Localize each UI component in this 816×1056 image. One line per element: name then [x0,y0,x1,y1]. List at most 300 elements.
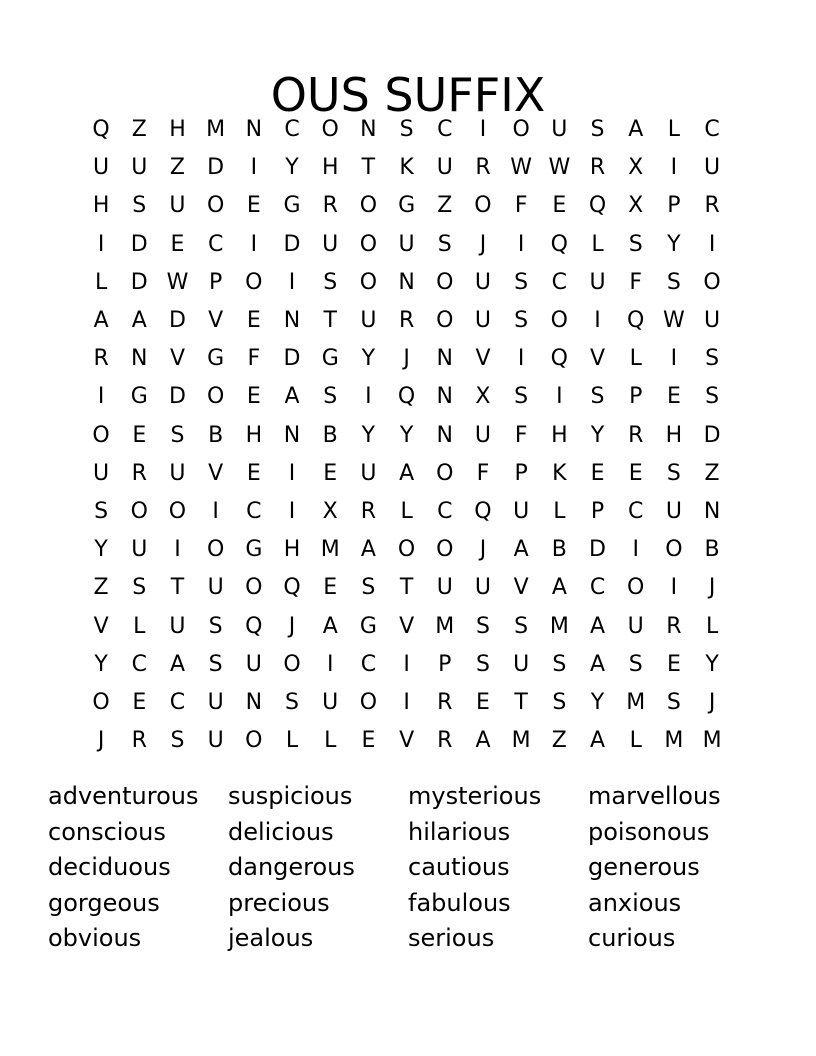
grid-letter: B [551,537,567,563]
grid-letter: R [93,346,109,372]
grid-letter: M [435,613,455,639]
grid-letter: S [323,384,338,410]
grid-letter: C [628,498,644,524]
grid-letter: E [246,308,261,334]
grid-letter: J [479,231,487,257]
grid-letter: U [93,155,110,181]
grid-letter: T [170,575,185,601]
grid-letter: A [131,308,147,334]
grid-letter: W [548,155,571,181]
grid-letter: V [475,346,491,372]
page-title: OUS SUFFIX [270,67,546,122]
grid-letter: V [513,575,529,601]
grid-letter: C [284,117,300,143]
grid-letter: O [283,651,301,677]
grid-letter: O [206,384,225,410]
grid-letter: X [322,498,338,524]
grid-letter: N [131,346,148,372]
grid-letter: F [629,269,643,295]
grid-letter: Y [285,155,299,181]
grid-letter: E [666,651,681,677]
word-item: cautious [408,853,510,881]
grid-letter: D [703,422,721,448]
grid-letter: M [664,728,684,754]
grid-letter: U [551,117,568,143]
grid-letter: N [283,308,301,334]
grid-letter: E [323,460,338,486]
grid-letter: A [284,384,300,410]
grid-letter: U [513,651,530,677]
grid-letter: R [322,193,338,219]
grid-letter: M [320,537,340,563]
grid-letter: I [632,537,639,563]
grid-letter: U [704,155,721,181]
grid-letter: S [437,231,452,257]
grid-letter: I [670,575,678,601]
grid-letter: N [436,346,454,372]
grid-letter: S [628,231,643,257]
grid-letter: Y [94,537,108,563]
grid-letter: J [708,689,716,715]
grid-letter: V [399,613,415,639]
grid-letter: S [514,384,529,410]
word-item: deciduous [48,853,171,881]
grid-letter: A [590,651,606,677]
grid-row [82,607,732,645]
grid-letter: Q [588,193,607,219]
grid-letter: D [283,231,301,257]
grid-letter: F [514,422,528,448]
grid-letter: U [322,689,339,715]
grid-letter: A [322,613,338,639]
grid-letter: C [207,231,224,257]
grid-row [82,569,732,607]
grid-letter: C [704,117,720,143]
grid-letter: I [288,498,296,524]
grid-letter: C [551,269,568,295]
word-item: curious [588,924,676,952]
grid-letter: N [245,689,263,715]
grid-letter: I [594,308,601,334]
grid-letter: H [92,193,110,219]
grid-letter: C [437,117,453,143]
grid-letter: A [590,728,606,754]
grid-letter: N [436,384,454,410]
grid-letter: U [207,689,224,715]
grid-letter: G [359,613,377,639]
word-item: dangerous [228,853,355,881]
grid-letter: L [629,728,642,754]
grid-letter: Z [93,575,109,601]
grid-letter: C [589,575,606,601]
grid-letter: P [590,498,605,524]
grid-letter: O [168,498,187,524]
grid-letter: U [131,537,148,563]
grid-letter: L [629,346,642,372]
grid-letter: L [553,498,566,524]
grid-letter: D [130,231,148,257]
grid-letter: E [323,575,338,601]
grid-letter: E [552,193,567,219]
grid-letter: I [250,231,258,257]
grid-letter: C [246,498,262,524]
grid-letter: N [360,117,377,143]
grid-letter: I [174,537,181,563]
word-column [588,779,768,957]
grid-letter: G [398,193,416,219]
grid-letter: A [399,460,415,486]
grid-letter: S [590,117,605,143]
grid-letter: H [283,537,301,563]
grid-letter: U [169,460,186,486]
grid-letter: S [170,728,185,754]
grid-letter: L [133,613,146,639]
word-item: delicious [228,817,334,846]
grid-letter: E [666,384,681,410]
grid-letter: P [629,384,643,410]
grid-letter: E [246,193,261,219]
grid-letter: I [517,231,525,257]
grid-letter: Z [704,460,720,486]
grid-letter: I [556,384,563,410]
word-item: generous [588,853,700,881]
grid-letter: Z [131,117,147,143]
grid-letter: S [132,575,147,601]
grid-letter: L [324,728,337,754]
grid-letter: S [361,575,376,601]
grid-letter: J [403,346,410,372]
grid-row [82,187,732,225]
grid-letter: E [246,384,261,410]
grid-letter: H [321,155,339,181]
grid-letter: M [702,728,722,754]
grid-letter: Y [94,651,108,677]
word-item: obvious [48,924,142,952]
grid-letter: L [667,117,681,143]
grid-letter: S [94,498,109,524]
grid-letter: S [514,269,529,295]
grid-letter: U [436,575,453,601]
grid-letter: A [360,537,376,563]
grid-letter: R [131,728,147,754]
grid-letter: H [169,117,186,143]
grid-letter: U [322,231,339,257]
word-column [408,779,588,957]
grid-letter: X [628,155,644,181]
word-item: poisonous [588,817,710,846]
grid-letter: I [97,384,105,410]
grid-letter: O [245,728,263,754]
word-item: mysterious [408,782,542,810]
grid-letter: K [399,155,414,181]
grid-letter: Z [169,155,185,181]
grid-letter: L [285,728,299,754]
grid-letter: O [359,269,378,295]
grid-letter: R [437,728,453,754]
grid-letter: V [399,728,415,754]
grid-letter: O [436,460,454,486]
grid-letter: S [552,651,567,677]
word-item: jealous [228,924,314,952]
grid-letter: R [398,308,415,334]
grid-letter: J [97,728,105,754]
grid-letter: R [131,460,147,486]
grid-letter: H [551,422,568,448]
grid-letter: A [169,651,185,677]
grid-letter: S [514,613,529,639]
grid-letter: U [704,308,721,334]
grid-letter: U [93,460,110,486]
grid-letter: U [665,498,682,524]
grid-letter: S [132,193,147,219]
grid-letter: U [207,575,224,601]
grid-letter: S [475,613,490,639]
grid-row [82,684,732,722]
grid-letter: U [360,308,377,334]
grid-letter: V [590,346,606,372]
grid-letter: T [361,155,376,181]
word-list [48,779,768,957]
grid-letter: O [436,308,454,334]
grid-letter: U [474,575,492,601]
grid-letter: E [170,231,185,257]
grid-letter: S [475,651,490,677]
grid-letter: N [245,117,263,143]
grid-letter: J [479,537,487,563]
grid-letter: E [132,689,147,715]
grid-letter: O [550,308,568,334]
grid-letter: V [208,308,224,334]
grid-letter: Q [474,498,492,524]
grid-letter: P [514,460,528,486]
grid-letter: Q [397,384,416,410]
grid-letter: D [589,537,606,563]
word-item: adventurous [48,782,199,810]
grid-letter: U [131,155,148,181]
grid-letter: D [168,384,186,410]
grid-letter: I [670,155,678,181]
grid-letter: J [288,613,296,639]
grid-letter: S [514,308,529,334]
grid-letter: F [247,346,261,372]
grid-letter: N [283,422,301,448]
grid-letter: Y [590,422,605,448]
grid-letter: S [323,269,338,295]
grid-letter: U [398,231,415,257]
grid-letter: W [166,269,189,295]
grid-letter: C [360,651,377,677]
grid-letter: S [590,384,605,410]
grid-letter: U [360,460,377,486]
word-item: gorgeous [48,888,160,917]
grid-letter: X [475,384,491,410]
grid-letter: S [666,269,681,295]
grid-letter: U [169,193,186,219]
word-item: fabulous [408,888,511,917]
grid-row [82,722,732,760]
grid-letter: U [474,269,492,295]
grid-letter: I [212,498,219,524]
grid-letter: Z [551,728,567,754]
grid-letter: S [705,346,720,372]
grid-letter: W [663,308,685,334]
grid-letter: O [245,269,263,295]
word-item: serious [408,924,495,952]
grid-row [82,417,732,455]
grid-letter: I [250,155,258,181]
grid-letter: O [359,193,378,219]
grid-letter: U [513,498,530,524]
grid-letter: R [437,689,453,715]
grid-row [82,646,732,684]
grid-letter: I [403,651,410,677]
grid-letter: S [705,384,720,410]
grid-letter: U [627,613,644,639]
word-item: precious [228,888,330,917]
grid-letter: A [513,537,529,563]
grid-letter: M [626,689,646,715]
grid-row [82,111,732,149]
word-item: marvellous [588,782,721,810]
grid-row [82,149,732,187]
grid-letter: I [288,269,296,295]
grid-letter: K [552,460,567,486]
grid-letter: U [474,308,492,334]
grid-letter: I [517,346,525,372]
grid-letter: U [169,613,186,639]
word-item: anxious [588,888,682,917]
grid-letter: R [666,613,682,639]
grid-letter: Y [361,346,376,372]
grid-row [82,378,732,416]
grid-letter: S [170,422,185,448]
grid-letter: R [360,498,377,524]
grid-letter: L [591,231,604,257]
grid-letter: O [130,498,148,524]
grid-letter: L [94,269,108,295]
grid-letter: O [321,117,339,143]
grid-letter: G [321,346,339,372]
grid-letter: E [246,460,261,486]
grid-letter: R [704,193,720,219]
grid-letter: E [476,689,490,715]
grid-letter: O [397,537,416,563]
grid-letter: I [670,346,678,372]
grid-letter: O [245,575,263,601]
grid-letter: F [476,460,490,486]
grid-letter: M [206,117,226,143]
grid-letter: B [322,422,338,448]
grid-letter: H [665,422,683,448]
grid-letter: O [436,269,454,295]
grid-letter: E [628,460,643,486]
grid-letter: I [288,460,296,486]
grid-row [82,302,732,340]
grid-row [82,340,732,378]
grid-letter: G [207,346,225,372]
grid-letter: U [436,155,453,181]
grid-letter: M [549,613,569,639]
grid-letter: R [589,155,606,181]
grid-letter: U [589,269,606,295]
grid-letter: C [437,498,453,524]
word-column [48,779,228,957]
grid-letter: N [436,422,454,448]
grid-letter: Q [627,308,645,334]
grid-letter: O [474,193,492,219]
grid-letter: B [208,422,224,448]
grid-letter: Y [667,231,681,257]
grid-letter: A [475,728,491,754]
grid-letter: O [206,537,225,563]
grid-letter: Q [283,575,301,601]
grid-letter: Q [245,613,263,639]
grid-row [82,531,732,569]
grid-letter: U [245,651,262,677]
grid-letter: N [398,269,415,295]
grid-row [82,455,732,493]
grid-letter: E [132,422,147,448]
letter-grid [82,111,732,760]
grid-letter: P [438,651,452,677]
grid-letter: O [206,193,225,219]
grid-letter: S [666,460,681,486]
grid-row [82,264,732,302]
grid-letter: E [590,460,605,486]
grid-letter: U [207,728,224,754]
grid-letter: C [169,689,186,715]
grid-letter: T [399,575,414,601]
word-item: conscious [48,817,166,846]
grid-letter: L [400,498,413,524]
grid-letter: S [208,651,223,677]
grid-letter: A [551,575,567,601]
grid-letter: O [703,269,721,295]
grid-letter: Y [361,422,376,448]
grid-letter: I [97,231,105,257]
grid-letter: S [285,689,300,715]
grid-letter: I [708,231,716,257]
grid-letter: X [628,193,644,219]
grid-letter: R [475,155,491,181]
grid-letter: O [512,117,530,143]
grid-letter: G [283,193,301,219]
grid-letter: N [703,498,721,524]
grid-letter: Q [92,117,110,143]
grid-letter: M [511,728,531,754]
grid-row [82,226,732,264]
grid-letter: S [552,689,567,715]
grid-letter: A [590,613,606,639]
word-item: suspicious [228,782,353,810]
grid-letter: Y [399,422,414,448]
grid-letter: E [361,728,376,754]
grid-letter: Q [550,346,568,372]
grid-letter: I [326,651,334,677]
grid-letter: W [510,155,533,181]
grid-letter: Z [437,193,453,219]
grid-letter: L [705,613,719,639]
grid-row [82,493,732,531]
grid-letter: R [628,422,644,448]
grid-letter: A [628,117,644,143]
grid-letter: D [207,155,225,181]
grid-letter: A [93,308,109,334]
grid-letter: P [667,193,681,219]
grid-letter: T [514,689,528,715]
grid-letter: Q [550,231,568,257]
grid-letter: S [628,651,643,677]
